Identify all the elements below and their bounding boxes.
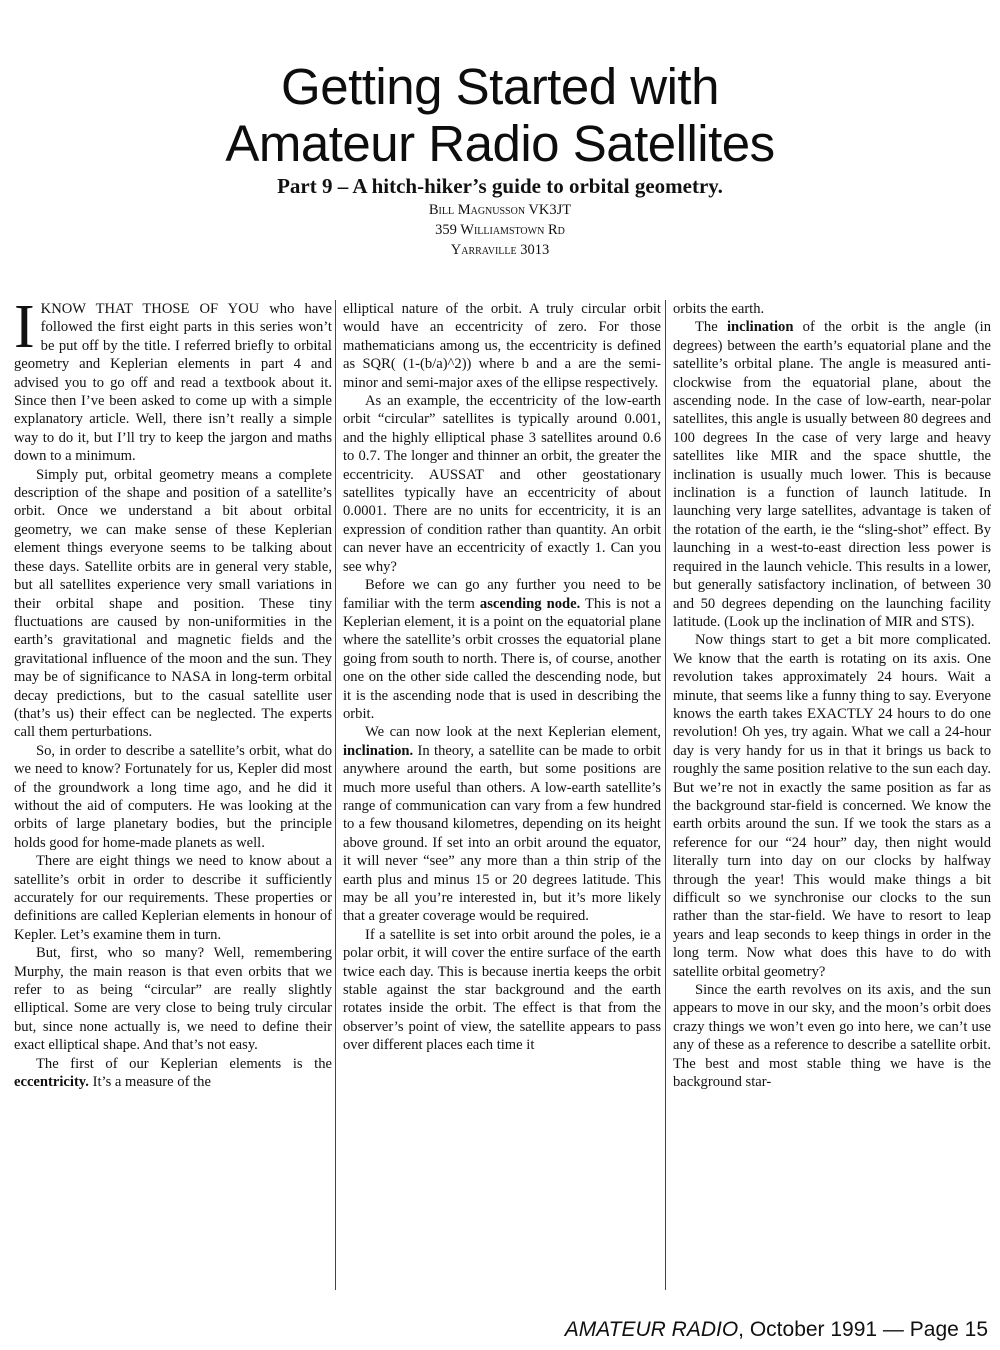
magazine-name: AMATEUR RADIO [564,1318,739,1341]
paragraph: Since the earth revolves on its axis, and the sun appears to move in our sky, and the moon’s orbit does crazy things we won’t even go into here, we can’t use any of these as a reference to describe a satellite orbit. The best and most stable thing we have is the background star- [673,982,991,1091]
paragraph: If a satellite is set into orbit around the poles, ie a polar orbit, it will cover the entire surface of the earth twice each day. This is because inertia keeps the orbit stable against the star background and the earth rotates inside the orbit. The effect is that from the observer’s point of view, the satellite appears to pass over different places each time it [343,926,661,1054]
author-address-town: Yarraville 3013 [450,242,550,258]
paragraph: As an example, the eccentricity of the low-earth orbit “circular” satellites is typically around 0.001, and the highly elliptical phase 3 satellites around 0.6 to 0.7. The longer and thinner an orbit, the greater the eccentricity. AUSSAT and other geostationary satellites typically have an eccentricity of about 0.0001. There are no units for eccentricity, it is an expression of condition rather than quantity. An orbit can never have an eccentricity of exactly 1. Can you see why? [343,393,661,575]
paragraph: But, first, who so many? Well, remembering Murphy, the main reason is that even orbits that we refer to as being “circular” are really slightly elliptical. Some are very close to being truly circular but, since none actually is, we need to define their exact elliptical shape. And that’s not easy. [14,945,332,1054]
paragraph: There are eight things we need to know about a satellite’s orbit in order to describe it sufficiently accurately for our requirements. These properties or definitions are called Keplerian elements in honour of Kepler. Let’s examine them in turn. [14,853,332,943]
paragraph-text: The first of our Keplerian elements is the [36,1055,332,1072]
title-line-2: Amateur Radio Satellites [225,115,775,172]
paragraph-text: of the orbit is the angle (in degrees) between the earth’s equatorial plane and the satellite’s orbital plane. The angle is measured anti-clockwise from the equatorial plane, about the ascending node. In the case of low-earth, near-polar satellites, this angle is usually between 80 degrees and 100 degrees In the case of very large and heavy satellites like MIR and the space shuttle, the inclination is usually much lower. This is because inclination is a function of launch latitude. In launching very large satellites, advantage is taken of the rotation of the earth, ie the “sling-shot” effect. By launching in a west-to-east direction less power is required in the launch vehicle. This results in a lower, but generally satisfactory inclination, of between 30 and 50 degrees depending on the launching facility latitude. (Look up the inclination of MIR and STS). [673,319,991,630]
paragraph-text: The [695,319,727,336]
paragraph [14,300,332,466]
author-name: Bill Magnusson VK3JT [428,202,572,218]
article-header [0,58,1000,260]
column-1 [14,300,332,1300]
paragraph-text: Before we can go any further you need to be familiar with the term [343,577,661,612]
paragraph: So, in order to describe a satellite’s orbit, what do we need to know? Fortunately for us, Kepler did most of the groundwork a long time ago, and he did it without the aid of computers. He was looking at the orbits of large planetary bodies, but the principle holds good for home-made planets as well. [14,742,332,851]
paragraph-text: This is not a Keplerian element, it is a point on the equatorial plane where the satellite’s orbit crosses the equatorial plane going from south to north. There is, of course, another one on the other side called the descending node, but it is the ascending node that is used in describing the orbit. [343,595,661,722]
paragraph: Simply put, orbital geometry means a complete description of the shape and position of a satellite’s orbit. Once we understand a bit about orbital geometry, we can make sense of these Keplerian element things everyone seems to be talking about these days. Satellite orbits are in general very stable, but all satellites experience very small variations in their orbital shape and position. These tiny fluctuations are caused by non-uniformities in the earth’s gravitational and magnetic fields and the gravitational influence of the moon and the sun. They may be of significance to NASA in long-term orbital decay predictions, but to the casual satellite user (that’s us) their effect can be neglected. The experts call them perturbations. [14,466,332,741]
drop-cap: I [14,300,35,361]
term-inclination: inclination. [343,742,414,759]
column-divider [665,300,666,1290]
column-3 [673,300,991,1300]
paragraph-text: who have followed the first eight parts in this series won’t be put off by the title. I referred briefly to orbital geometry and Keplerian elements in part 4 and advised you to go off and read a textbook about it. Since then I’ve been asked to come up with a simple explanatory article. Well, there isn’t really a simple way to do it, but I’ll try to keep the jargon and maths down to a minimum. [14,301,332,465]
paragraph-text: In theory, a satellite can be made to orbit anywhere around the earth, but some positions are much more useful than others. A low-earth satellite’s range of communication can vary from a few hundred to a few thousand kilometres, depending on its height above ground. If set into an orbit around the equator, it will never “see” any more than a thin strip of the earth plus and minus 15 or 20 degrees latitude. This may be all you’re interested in, but it’s more likely that a greater coverage would be required. [343,742,661,925]
paragraph [343,576,661,723]
paragraph [343,723,661,925]
paragraph [14,1055,332,1092]
paragraph: elliptical nature of the orbit. A truly circular orbit would have an eccentricity of zero. For those mathematicians among us, the eccentricity is defined as SQR( (1-(b/a)^2)) where b and a are the semi-minor and semi-major axes of the ellipse respectively. [343,301,661,391]
title-line-1: Getting Started with [281,58,719,115]
paragraph: orbits the earth. [673,301,765,317]
issue-page: , October 1991 — Page 15 [738,1318,988,1341]
paragraph: Now things start to get a bit more complicated. We know that the earth is rotating on its axis. One revolution takes approximately 24 hours. Wait a minute, that seems like a funny thing to say. Everyone knows the earth takes EXACTLY 24 hours to do one revolution! Oh yes, try again. What we call a 24-hour day is very handy for us in that it brings us back to roughly the same position relative to the sun each day. But we’re not in exactly the same position as far as the background star-field is concerned. We know the earth orbits around the sun. If we took the stars as a reference for our “24 hour” day, then night would literally turn into day on our clocks by halfway through the year! This would make things a bit difficult so we synchronise our clocks to the sun rather than the star-field. We have to resort to leap years and leap seconds to keep things in order in the long term. Now what does this have to do with satellite orbital geometry? [673,632,991,980]
lead-in: KNOW THAT THOSE OF YOU [40,301,260,317]
article-subtitle: Part 9 – A hitch-hiker’s guide to orbital geometry. [277,174,723,198]
paragraph-text: We can now look at the next Keplerian element, [365,724,661,741]
term-inclination: inclination [726,319,794,336]
paragraph [673,318,991,631]
term-eccentricity: eccentricity. [14,1074,89,1091]
author-address-street: 359 Williamstown Rd [435,222,565,238]
paragraph-text: It’s a measure of the [88,1074,211,1091]
article-title [0,58,1000,172]
term-ascending-node: ascending node. [479,595,581,612]
page-footer [0,1318,988,1342]
column-2 [343,300,661,1300]
column-divider [335,300,336,1290]
